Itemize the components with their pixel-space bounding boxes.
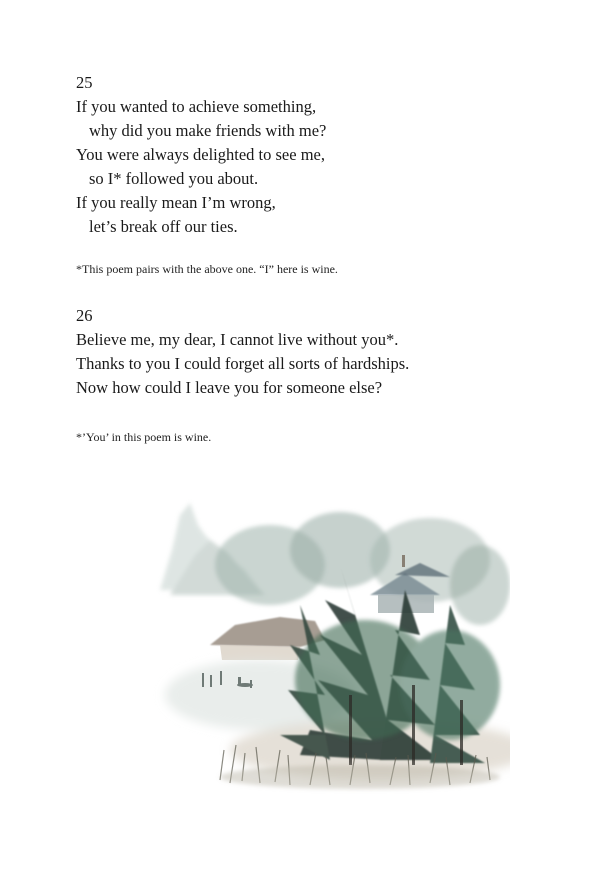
footnote: *’You’ in this poem is wine. (76, 430, 212, 444)
footnote: *This poem pairs with the above one. “I” here is wine. (76, 262, 338, 276)
poem-line: Thanks to you I could forget all sorts of hardships. (76, 354, 410, 373)
poem-line: Now how could I leave you for someone else? (76, 378, 383, 397)
landscape-illustration (150, 495, 510, 795)
poem-line: so I* followed you about. (89, 169, 259, 188)
poem-line: why did you make friends with me? (89, 121, 327, 140)
poem-number: 25 (76, 73, 93, 92)
poem-line: If you wanted to achieve something, (76, 97, 317, 116)
poem-line: let’s break off our ties. (89, 217, 238, 236)
poem-line: You were always delighted to see me, (76, 145, 325, 164)
ground-wash (220, 765, 500, 789)
background-trees (215, 512, 510, 625)
poem-number: 26 (76, 306, 93, 325)
poem-line: Believe me, my dear, I cannot live without you*. (76, 330, 399, 349)
poem-line: If you really mean I’m wrong, (76, 193, 276, 212)
